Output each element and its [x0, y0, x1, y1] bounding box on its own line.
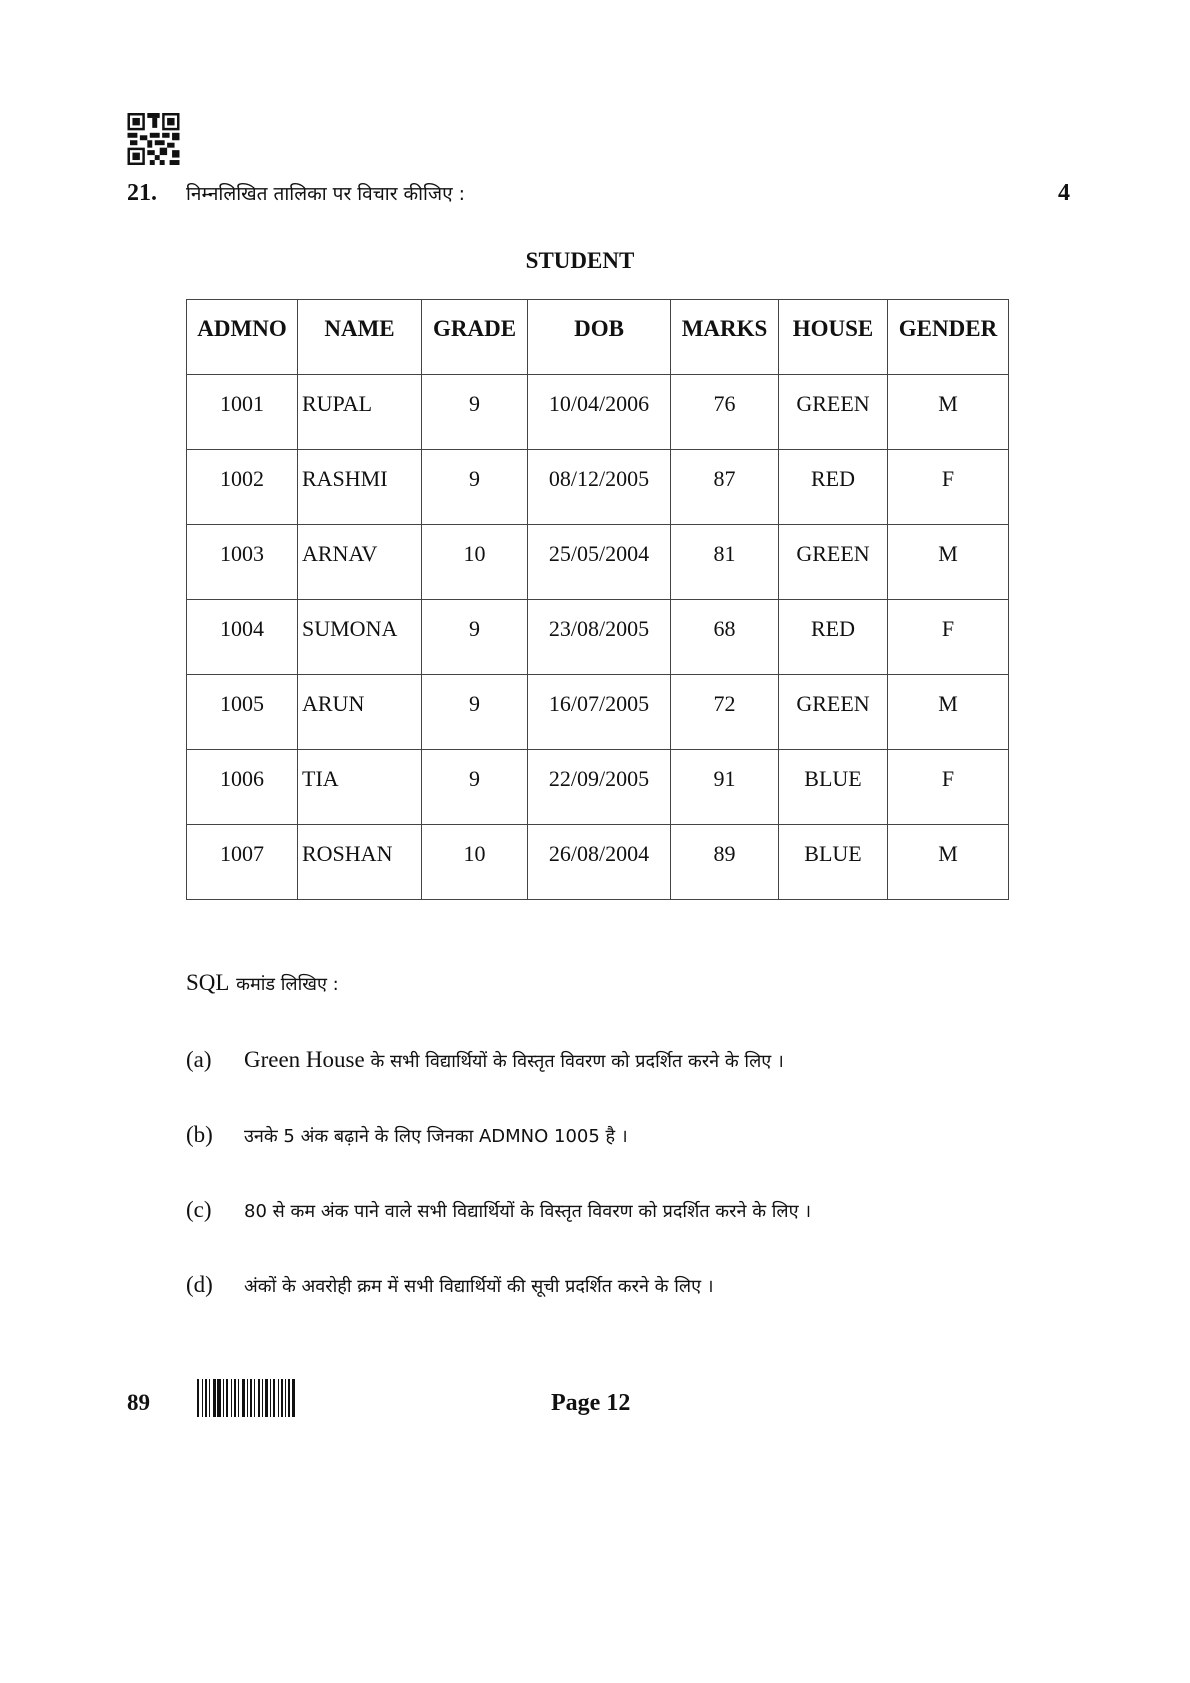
column-header: DOB: [528, 300, 671, 375]
cell-gender: F: [888, 600, 1009, 675]
sub-question-text: अंकों के अवरोही क्रम में सभी विद्यार्थियों की सूची प्रदर्शित करने के लिए ।: [244, 1276, 714, 1297]
table-row: [187, 375, 1009, 450]
cell-gender: M: [888, 375, 1009, 450]
cell-house: GREEN: [779, 375, 888, 450]
column-header: GENDER: [888, 300, 1009, 375]
cell-grade: 9: [422, 675, 528, 750]
cell-name: SUMONA: [298, 600, 422, 675]
instruction-text: कमांड लिखिए :: [236, 974, 339, 995]
cell-house: GREEN: [779, 525, 888, 600]
cell-name: ARNAV: [298, 525, 422, 600]
table-row: [187, 675, 1009, 750]
cell-admno: 1007: [187, 825, 298, 900]
cell-dob: 22/09/2005: [528, 750, 671, 825]
cell-grade: 9: [422, 375, 528, 450]
sub-question-text-en: Green House: [244, 1047, 365, 1072]
cell-house: GREEN: [779, 675, 888, 750]
cell-admno: 1002: [187, 450, 298, 525]
instruction: [186, 970, 339, 996]
cell-name: TIA: [298, 750, 422, 825]
table-row: [187, 450, 1009, 525]
cell-marks: 91: [671, 750, 779, 825]
sub-question-a: [186, 1047, 784, 1073]
column-header: NAME: [298, 300, 422, 375]
sub-question-text: 80 से कम अंक पाने वाले सभी विद्यार्थियों के विस्तृत विवरण को प्रदर्शित करने के लिए ।: [244, 1201, 812, 1222]
table-row: [187, 750, 1009, 825]
sub-question-d: [186, 1272, 714, 1298]
page-number: Page 12: [551, 1390, 631, 1416]
cell-gender: M: [888, 825, 1009, 900]
sub-question-label: (a): [186, 1047, 212, 1072]
cell-dob: 25/05/2004: [528, 525, 671, 600]
cell-marks: 81: [671, 525, 779, 600]
student-table: [186, 299, 1009, 900]
question-marks: 4: [1058, 180, 1070, 206]
cell-admno: 1006: [187, 750, 298, 825]
cell-marks: 76: [671, 375, 779, 450]
cell-admno: 1004: [187, 600, 298, 675]
cell-grade: 9: [422, 450, 528, 525]
cell-dob: 10/04/2006: [528, 375, 671, 450]
instruction-prefix: SQL: [186, 970, 230, 995]
cell-grade: 9: [422, 600, 528, 675]
cell-house: RED: [779, 450, 888, 525]
column-header: GRADE: [422, 300, 528, 375]
table-row: [187, 825, 1009, 900]
cell-admno: 1005: [187, 675, 298, 750]
cell-dob: 08/12/2005: [528, 450, 671, 525]
sub-question-c: [186, 1197, 811, 1223]
cell-gender: F: [888, 450, 1009, 525]
cell-gender: M: [888, 525, 1009, 600]
cell-marks: 87: [671, 450, 779, 525]
cell-name: RUPAL: [298, 375, 422, 450]
sub-question-b: [186, 1122, 628, 1148]
qr-code-icon: [127, 113, 180, 165]
question-text: निम्नलिखित तालिका पर विचार कीजिए :: [186, 183, 466, 205]
cell-name: ARUN: [298, 675, 422, 750]
sub-question-label: (d): [186, 1272, 213, 1297]
cell-marks: 68: [671, 600, 779, 675]
sub-question-text: उनके 5 अंक बढ़ाने के लिए जिनका ADMNO 1005 है ।: [244, 1126, 628, 1147]
cell-admno: 1003: [187, 525, 298, 600]
cell-marks: 72: [671, 675, 779, 750]
column-header: ADMNO: [187, 300, 298, 375]
question-number: 21.: [127, 180, 157, 206]
table-row: [187, 525, 1009, 600]
cell-marks: 89: [671, 825, 779, 900]
cell-grade: 9: [422, 750, 528, 825]
column-header: MARKS: [671, 300, 779, 375]
cell-gender: F: [888, 750, 1009, 825]
table-row: [187, 600, 1009, 675]
cell-dob: 16/07/2005: [528, 675, 671, 750]
cell-dob: 26/08/2004: [528, 825, 671, 900]
cell-grade: 10: [422, 525, 528, 600]
table-header-row: [187, 300, 1009, 375]
cell-name: RASHMI: [298, 450, 422, 525]
cell-name: ROSHAN: [298, 825, 422, 900]
cell-house: RED: [779, 600, 888, 675]
cell-gender: M: [888, 675, 1009, 750]
sub-question-text: के सभी विद्यार्थियों के विस्तृत विवरण को प्रदर्शित करने के लिए ।: [370, 1051, 784, 1072]
cell-grade: 10: [422, 825, 528, 900]
table-title: STUDENT: [525, 248, 635, 273]
cell-admno: 1001: [187, 375, 298, 450]
paper-code: 89: [127, 1390, 150, 1415]
cell-house: BLUE: [779, 750, 888, 825]
sub-question-label: (b): [186, 1122, 213, 1147]
column-header: HOUSE: [779, 300, 888, 375]
barcode-icon: [197, 1379, 327, 1417]
cell-house: BLUE: [779, 825, 888, 900]
cell-dob: 23/08/2005: [528, 600, 671, 675]
sub-question-label: (c): [186, 1197, 212, 1222]
